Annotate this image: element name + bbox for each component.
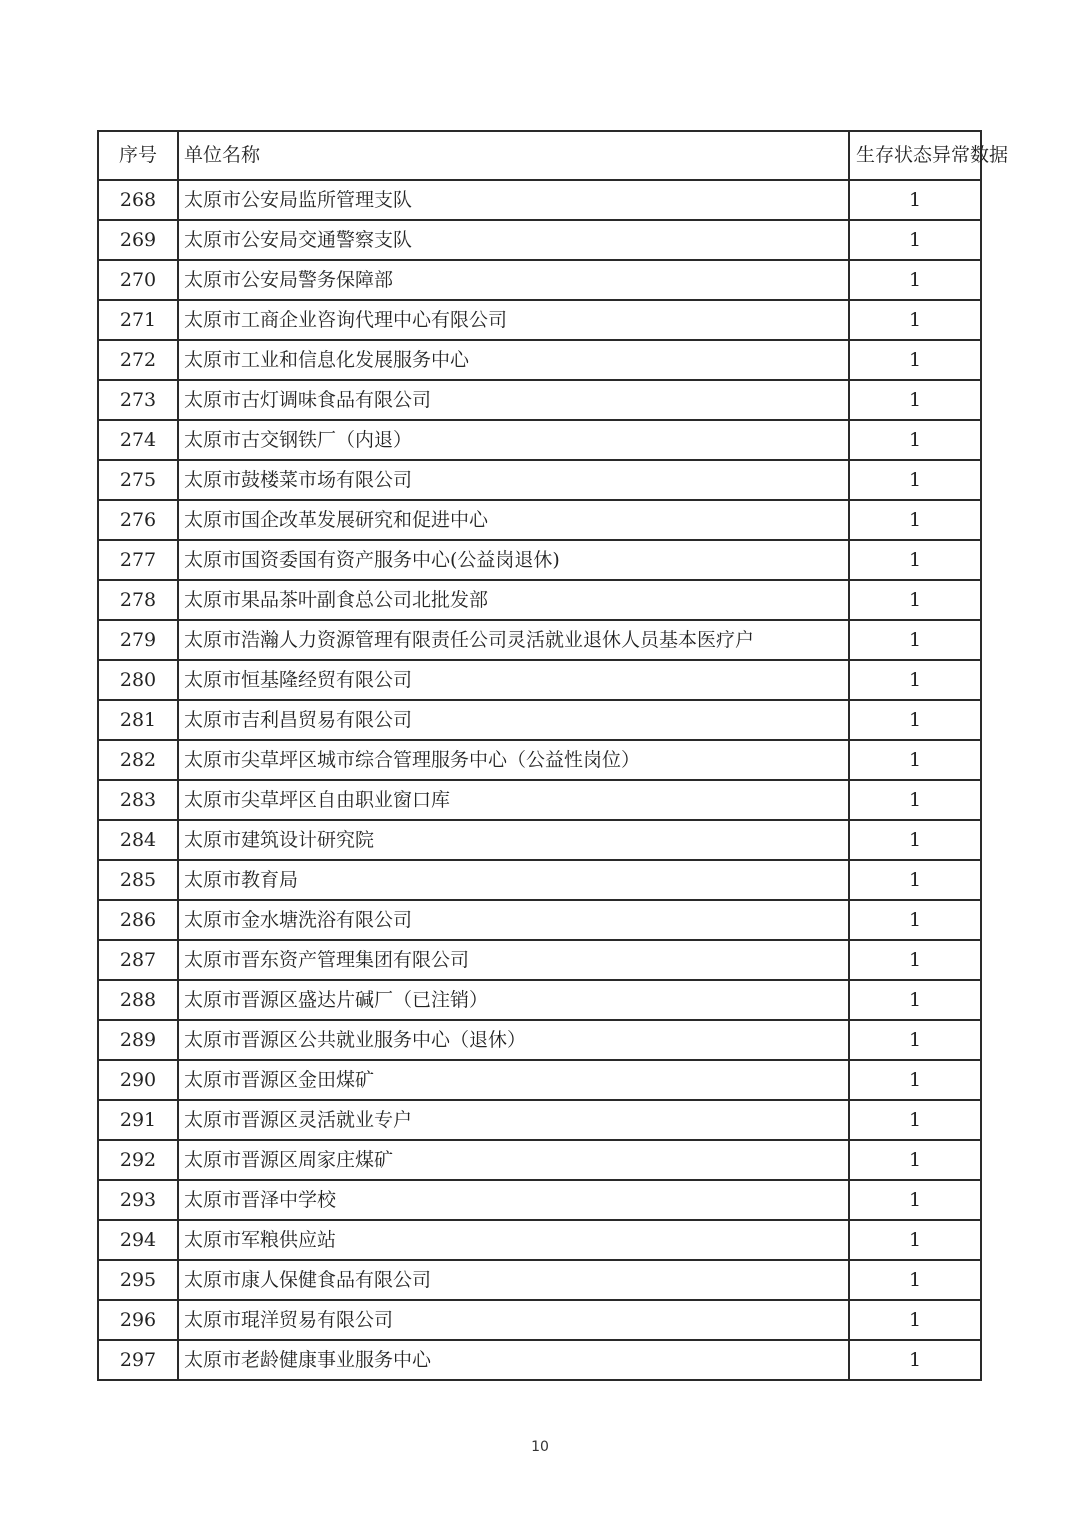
row-unit-name: 太原市鼓楼菜市场有限公司 <box>178 460 849 500</box>
row-unit-name: 太原市晋源区公共就业服务中心（退休） <box>178 1020 849 1060</box>
row-abnormal-count: 1 <box>849 500 981 540</box>
table-row <box>98 420 981 460</box>
row-seq: 276 <box>98 500 178 540</box>
row-unit-name: 太原市公安局警务保障部 <box>178 260 849 300</box>
row-unit-name: 太原市建筑设计研究院 <box>178 820 849 860</box>
table-row <box>98 340 981 380</box>
row-seq: 278 <box>98 580 178 620</box>
header-abnormal-count: 生存状态异常数据 <box>849 131 981 180</box>
table-row <box>98 300 981 340</box>
row-seq: 293 <box>98 1180 178 1220</box>
table-row <box>98 180 981 220</box>
row-abnormal-count: 1 <box>849 1180 981 1220</box>
table-row <box>98 700 981 740</box>
row-abnormal-count: 1 <box>849 300 981 340</box>
row-abnormal-count: 1 <box>849 260 981 300</box>
row-seq: 286 <box>98 900 178 940</box>
table-row <box>98 940 981 980</box>
row-abnormal-count: 1 <box>849 340 981 380</box>
row-seq: 284 <box>98 820 178 860</box>
row-abnormal-count: 1 <box>849 660 981 700</box>
table-row <box>98 460 981 500</box>
table-row <box>98 780 981 820</box>
row-unit-name: 太原市晋泽中学校 <box>178 1180 849 1220</box>
row-unit-name: 太原市恒基隆经贸有限公司 <box>178 660 849 700</box>
row-abnormal-count: 1 <box>849 940 981 980</box>
row-abnormal-count: 1 <box>849 1020 981 1060</box>
table-row <box>98 980 981 1020</box>
row-abnormal-count: 1 <box>849 540 981 580</box>
row-abnormal-count: 1 <box>849 1300 981 1340</box>
row-abnormal-count: 1 <box>849 980 981 1020</box>
table-row <box>98 1060 981 1100</box>
row-unit-name: 太原市古交钢铁厂（内退） <box>178 420 849 460</box>
row-seq: 281 <box>98 700 178 740</box>
row-unit-name: 太原市晋源区盛达片碱厂（已注销） <box>178 980 849 1020</box>
row-unit-name: 太原市晋源区周家庄煤矿 <box>178 1140 849 1180</box>
page-number: 10 <box>531 1439 549 1455</box>
row-unit-name: 太原市老龄健康事业服务中心 <box>178 1340 849 1380</box>
table-row <box>98 580 981 620</box>
row-seq: 280 <box>98 660 178 700</box>
row-unit-name: 太原市金水塘洗浴有限公司 <box>178 900 849 940</box>
row-unit-name: 太原市公安局交通警察支队 <box>178 220 849 260</box>
row-seq: 268 <box>98 180 178 220</box>
row-abnormal-count: 1 <box>849 1060 981 1100</box>
row-seq: 287 <box>98 940 178 980</box>
table-row <box>98 820 981 860</box>
row-seq: 297 <box>98 1340 178 1380</box>
row-abnormal-count: 1 <box>849 780 981 820</box>
table-header <box>98 131 1009 180</box>
row-abnormal-count: 1 <box>849 1140 981 1180</box>
row-seq: 270 <box>98 260 178 300</box>
row-unit-name: 太原市尖草坪区自由职业窗口库 <box>178 780 849 820</box>
row-abnormal-count: 1 <box>849 580 981 620</box>
row-abnormal-count: 1 <box>849 420 981 460</box>
row-abnormal-count: 1 <box>849 1340 981 1380</box>
row-seq: 271 <box>98 300 178 340</box>
row-unit-name: 太原市晋东资产管理集团有限公司 <box>178 940 849 980</box>
row-unit-name: 太原市教育局 <box>178 860 849 900</box>
table-row <box>98 220 981 260</box>
row-unit-name: 太原市吉利昌贸易有限公司 <box>178 700 849 740</box>
header-seq: 序号 <box>98 131 178 180</box>
row-unit-name: 太原市国资委国有资产服务中心(公益岗退休) <box>178 540 849 580</box>
table-row <box>98 660 981 700</box>
table-row <box>98 740 981 780</box>
row-abnormal-count: 1 <box>849 1260 981 1300</box>
row-unit-name: 太原市浩瀚人力资源管理有限责任公司灵活就业退休人员基本医疗户 <box>178 620 849 660</box>
row-unit-name: 太原市国企改革发展研究和促进中心 <box>178 500 849 540</box>
row-seq: 292 <box>98 1140 178 1180</box>
row-abnormal-count: 1 <box>849 860 981 900</box>
table-row <box>98 380 981 420</box>
row-seq: 294 <box>98 1220 178 1260</box>
row-abnormal-count: 1 <box>849 220 981 260</box>
row-seq: 289 <box>98 1020 178 1060</box>
table-row <box>98 1020 981 1060</box>
table-row <box>98 1220 981 1260</box>
table-row <box>98 260 981 300</box>
row-seq: 282 <box>98 740 178 780</box>
row-abnormal-count: 1 <box>849 700 981 740</box>
row-unit-name: 太原市果品茶叶副食总公司北批发部 <box>178 580 849 620</box>
row-abnormal-count: 1 <box>849 380 981 420</box>
row-unit-name: 太原市古灯调味食品有限公司 <box>178 380 849 420</box>
row-abnormal-count: 1 <box>849 1220 981 1260</box>
row-abnormal-count: 1 <box>849 180 981 220</box>
row-unit-name: 太原市工业和信息化发展服务中心 <box>178 340 849 380</box>
row-seq: 283 <box>98 780 178 820</box>
table-row <box>98 1340 981 1380</box>
unit-table <box>97 130 1009 1381</box>
row-seq: 295 <box>98 1260 178 1300</box>
table-row <box>98 500 981 540</box>
row-seq: 272 <box>98 340 178 380</box>
row-seq: 273 <box>98 380 178 420</box>
row-abnormal-count: 1 <box>849 900 981 940</box>
header-unit-name: 单位名称 <box>178 131 849 180</box>
row-seq: 277 <box>98 540 178 580</box>
row-abnormal-count: 1 <box>849 820 981 860</box>
row-seq: 290 <box>98 1060 178 1100</box>
row-seq: 275 <box>98 460 178 500</box>
row-seq: 274 <box>98 420 178 460</box>
row-abnormal-count: 1 <box>849 1100 981 1140</box>
row-seq: 296 <box>98 1300 178 1340</box>
table-row <box>98 540 981 580</box>
row-unit-name: 太原市公安局监所管理支队 <box>178 180 849 220</box>
table-row <box>98 620 981 660</box>
row-unit-name: 太原市琨洋贸易有限公司 <box>178 1300 849 1340</box>
row-unit-name: 太原市晋源区灵活就业专户 <box>178 1100 849 1140</box>
row-unit-name: 太原市工商企业咨询代理中心有限公司 <box>178 300 849 340</box>
table-row <box>98 1300 981 1340</box>
row-seq: 285 <box>98 860 178 900</box>
header-row <box>98 131 981 180</box>
row-seq: 291 <box>98 1100 178 1140</box>
table-row <box>98 1260 981 1300</box>
table-row <box>98 900 981 940</box>
row-abnormal-count: 1 <box>849 620 981 660</box>
table-row <box>98 860 981 900</box>
row-unit-name: 太原市康人保健食品有限公司 <box>178 1260 849 1300</box>
row-abnormal-count: 1 <box>849 460 981 500</box>
row-seq: 288 <box>98 980 178 1020</box>
row-unit-name: 太原市军粮供应站 <box>178 1220 849 1260</box>
table-body <box>98 180 981 1380</box>
table-row <box>98 1180 981 1220</box>
table-row <box>98 1140 981 1180</box>
table-row <box>98 1100 981 1140</box>
row-unit-name: 太原市晋源区金田煤矿 <box>178 1060 849 1100</box>
row-unit-name: 太原市尖草坪区城市综合管理服务中心（公益性岗位） <box>178 740 849 780</box>
row-abnormal-count: 1 <box>849 740 981 780</box>
row-seq: 279 <box>98 620 178 660</box>
row-seq: 269 <box>98 220 178 260</box>
